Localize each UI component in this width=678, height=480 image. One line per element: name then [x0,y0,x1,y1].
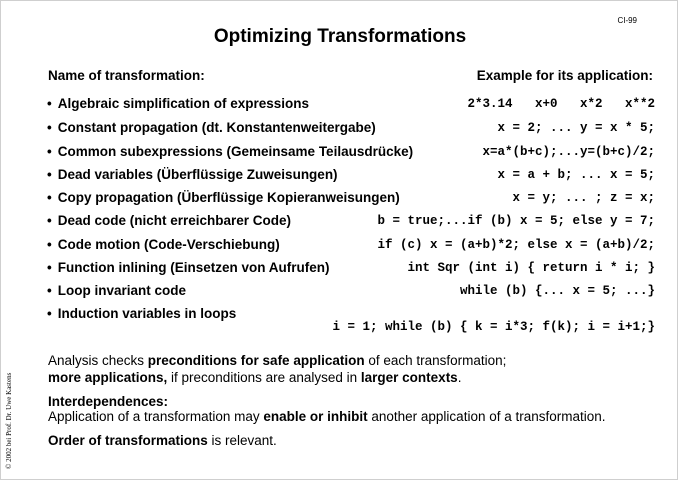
transformation-row [1,96,678,116]
bullet: • [47,190,52,205]
order-note: Order of transformations is relevant. [48,433,277,448]
transformation-example: x = y; ... ; z = x; [512,191,655,205]
page-id: CI-99 [617,16,637,25]
transformation-example: x = a + b; ... x = 5; [497,168,655,182]
bullet: • [47,283,52,298]
transformation-row [1,306,678,338]
transformation-name: • Dead variables (Überflüssige Zuweisungen) [47,167,338,182]
interdependences-text: Application of a transformation may enable or inhibit another application of a transformation. [48,409,606,424]
analysis-line-2: more applications, if preconditions are analysed in larger contexts. [48,370,462,385]
transformation-row [1,144,678,164]
analysis-line-1: Analysis checks preconditions for safe application of each transformation; [48,353,507,368]
interdependences-heading: Interdependences: [48,394,169,409]
transformation-name: • Function inlining (Einsetzen von Aufrufen) [47,260,330,275]
transformation-example: if (c) x = (a+b)*2; else x = (a+b)/2; [377,238,655,252]
transformation-row [1,120,678,140]
copyright-notice: © 2002 bei Prof. Dr. Uwe Kastens [5,372,13,469]
transformation-name: • Constant propagation (dt. Konstantenweitergabe) [47,120,376,135]
transformation-example: while (b) {... x = 5; ...} [459,284,655,298]
transformation-row [1,260,678,280]
transformation-row [1,190,678,210]
transformation-row [1,213,678,233]
transformation-row [1,283,678,303]
transformation-example: 2*3.14 x+0 x*2 x**2 [467,97,655,111]
transformation-row [1,167,678,187]
transformation-example: x=a*(b+c);...y=(b+c)/2; [482,145,655,159]
bullet: • [47,213,52,228]
column-header-name: Name of transformation: [48,68,205,83]
bullet: • [47,237,52,252]
bullet: • [47,96,52,111]
transformation-name: • Loop invariant code [47,283,186,298]
transformation-name: • Code motion (Code-Verschiebung) [47,237,280,252]
transformation-example: b = true;...if (b) x = 5; else y = 7; [377,214,655,228]
bullet: • [47,306,52,321]
bullet: • [47,120,52,135]
transformation-example: int Sqr (int i) { return i * i; } [407,261,655,275]
transformation-name: • Common subexpressions (Gemeinsame Teilausdrücke) [47,144,414,159]
slide-title: Optimizing Transformations [213,26,467,47]
column-header-example: Example for its application: [476,68,653,83]
transformation-name: • Copy propagation (Überflüssige Kopieranweisungen) [47,190,400,205]
bullet: • [47,260,52,275]
transformation-name: • Algebraic simplification of expressions [47,96,310,111]
bullet: • [47,144,52,159]
bullet: • [47,167,52,182]
transformation-name: • Dead code (nicht erreichbarer Code) [47,213,292,228]
transformation-example: i = 1; while (b) { k = i*3; f(k); i = i+1;} [332,320,655,334]
transformation-example: x = 2; ... y = x * 5; [497,121,655,135]
transformation-row [1,237,678,257]
transformation-name: • Induction variables in loops [47,306,237,321]
